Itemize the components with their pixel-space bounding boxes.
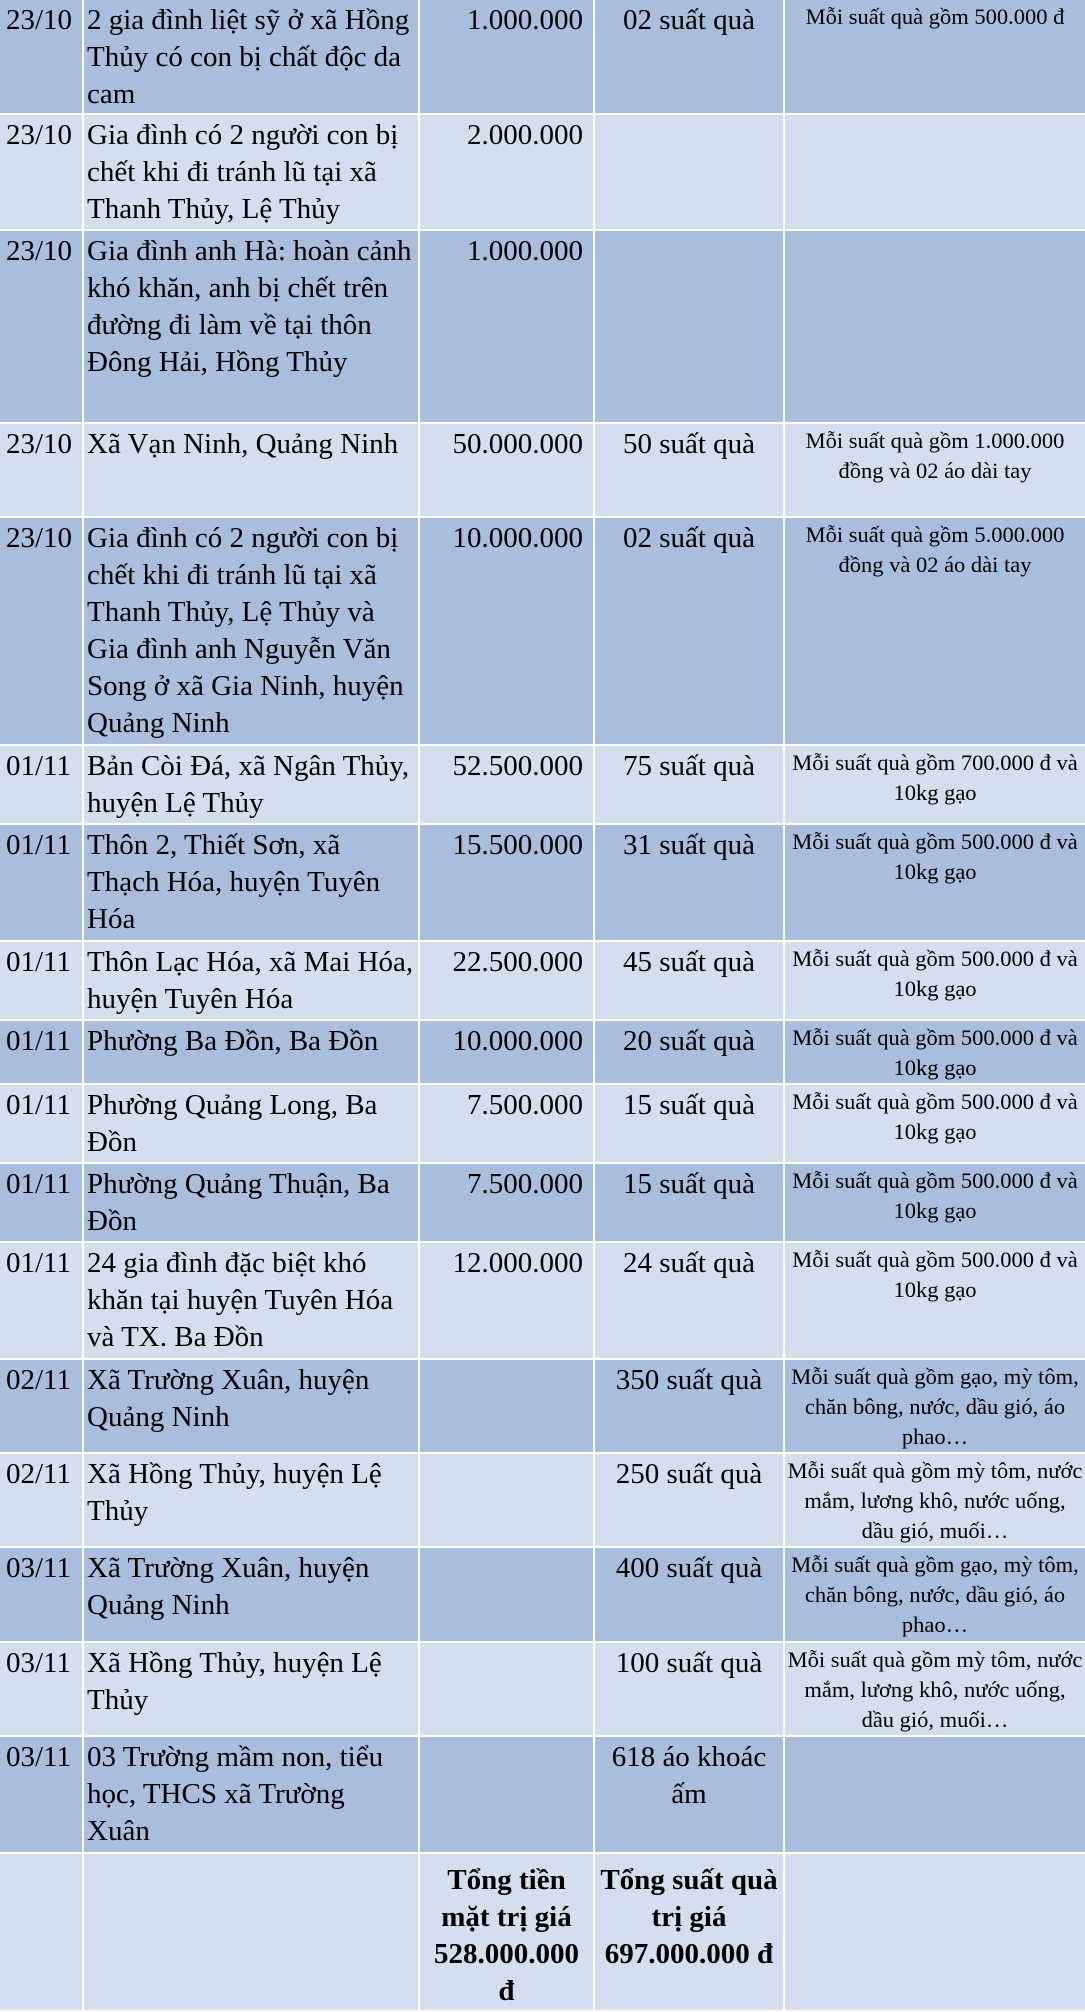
date-cell: 01/11 [0,941,83,1020]
recipient-cell: Thôn 2, Thiết Sơn, xã Thạch Hóa, huyện Tuyên Hóa [83,824,419,941]
gift-count-cell: 350 suất quà [594,1359,784,1453]
gift-description-cell: Mỗi suất quà gồm 500.000 đ [784,0,1085,114]
recipient-cell: Gia đình có 2 người con bị chết khi đi tránh lũ tại xã Thanh Thủy, Lệ Thủy [83,114,419,230]
table-row [0,745,1085,824]
date-cell: 02/11 [0,1453,83,1547]
gift-count-cell: 15 suất quà [594,1084,784,1163]
gift-count-cell: 02 suất quà [594,0,784,114]
gift-count-cell: 31 suất quà [594,824,784,941]
table-row [0,230,1085,423]
table-row [0,517,1085,745]
cash-amount-cell [419,1547,594,1642]
recipient-cell: Xã Trường Xuân, huyện Quảng Ninh [83,1547,419,1642]
recipient-cell: Xã Hồng Thủy, huyện Lệ Thủy [83,1642,419,1736]
gift-count-cell: 24 suất quà [594,1242,784,1359]
table-row [0,1736,1085,1853]
date-cell: 03/11 [0,1736,83,1853]
gift-count-cell: 02 suất quà [594,517,784,745]
gift-description-cell: Mỗi suất quà gồm 500.000 đ và 10kg gạo [784,1084,1085,1163]
gift-count-cell: 100 suất quà [594,1642,784,1736]
gift-count-cell: 400 suất quà [594,1547,784,1642]
recipient-cell: 24 gia đình đặc biệt khó khăn tại huyện Tuyên Hóa và TX. Ba Đồn [83,1242,419,1359]
table-row [0,1084,1085,1163]
cash-amount-cell: 12.000.000 [419,1242,594,1359]
gift-count-cell: 15 suất quà [594,1163,784,1242]
cash-amount-cell [419,1642,594,1736]
table-row [0,114,1085,230]
cash-amount-cell: 7.500.000 [419,1084,594,1163]
gift-description-cell [784,230,1085,423]
empty-recipient-cell [83,1853,419,2011]
table-row [0,1453,1085,1547]
cash-amount-cell: 10.000.000 [419,1020,594,1084]
gift-count-cell [594,230,784,423]
gift-description-cell: Mỗi suất quà gồm gạo, mỳ tôm, chăn bông, nước, dầu gió, áo phao… [784,1359,1085,1453]
recipient-cell: Xã Vạn Ninh, Quảng Ninh [83,423,419,517]
recipient-cell: Gia đình anh Hà: hoàn cảnh khó khăn, anh bị chết trên đường đi làm về tại thôn Đông Hải, Hồng Thủy [83,230,419,423]
table-row [0,1547,1085,1642]
table-row [0,1642,1085,1736]
recipient-cell: 2 gia đình liệt sỹ ở xã Hồng Thủy có con bị chất độc da cam [83,0,419,114]
gift-description-cell: Mỗi suất quà gồm 700.000 đ và 10kg gạo [784,745,1085,824]
cash-amount-cell [419,1736,594,1853]
date-cell: 23/10 [0,0,83,114]
date-cell: 23/10 [0,230,83,423]
gift-description-cell: Mỗi suất quà gồm gạo, mỳ tôm, chăn bông, nước, dầu gió, áo phao… [784,1547,1085,1642]
cash-amount-cell: 10.000.000 [419,517,594,745]
table-row [0,1020,1085,1084]
recipient-cell: Xã Trường Xuân, huyện Quảng Ninh [83,1359,419,1453]
gift-description-cell: Mỗi suất quà gồm mỳ tôm, nước mắm, lương khô, nước uống, dầu gió, muối… [784,1642,1085,1736]
gift-count-cell: 45 suất quà [594,941,784,1020]
table-row [0,423,1085,517]
gift-count-cell: 618 áo khoác ấm [594,1736,784,1853]
gift-description-cell: Mỗi suất quà gồm 500.000 đ và 10kg gạo [784,1020,1085,1084]
gift-description-cell [784,114,1085,230]
recipient-cell: Bản Còi Đá, xã Ngân Thủy, huyện Lệ Thủy [83,745,419,824]
cash-amount-cell: 2.000.000 [419,114,594,230]
recipient-cell: Gia đình có 2 người con bị chết khi đi tránh lũ tại xã Thanh Thủy, Lệ Thủy và Gia đình anh Nguyễn Văn Song ở xã Gia Ninh, huyện Quảng Ninh [83,517,419,745]
date-cell: 01/11 [0,1084,83,1163]
gift-count-cell: 250 suất quà [594,1453,784,1547]
recipient-cell: Thôn Lạc Hóa, xã Mai Hóa, huyện Tuyên Hóa [83,941,419,1020]
table-row [0,1242,1085,1359]
table-row [0,1359,1085,1453]
cash-amount-cell: 50.000.000 [419,423,594,517]
gift-count-cell: 50 suất quà [594,423,784,517]
total-gift-value-cell: Tổng suất quà trị giá 697.000.000 đ [594,1853,784,2011]
date-cell: 23/10 [0,114,83,230]
date-cell: 03/11 [0,1547,83,1642]
gift-description-cell: Mỗi suất quà gồm 1.000.000 đồng và 02 áo dài tay [784,423,1085,517]
gift-description-cell: Mỗi suất quà gồm 500.000 đ và 10kg gạo [784,1242,1085,1359]
table-row [0,0,1085,114]
date-cell: 01/11 [0,824,83,941]
date-cell: 01/11 [0,1020,83,1084]
date-cell: 23/10 [0,423,83,517]
cash-amount-cell: 15.500.000 [419,824,594,941]
gift-count-cell: 20 suất quà [594,1020,784,1084]
total-cash-cell: Tổng tiền mặt trị giá 528.000.000 đ [419,1853,594,2011]
gift-description-cell: Mỗi suất quà gồm 500.000 đ và 10kg gạo [784,941,1085,1020]
gift-description-cell [784,1736,1085,1853]
date-cell: 01/11 [0,1163,83,1242]
date-cell: 01/11 [0,745,83,824]
recipient-cell: 03 Trường mầm non, tiểu học, THCS xã Trường Xuân [83,1736,419,1853]
gift-description-cell: Mỗi suất quà gồm 5.000.000 đồng và 02 áo dài tay [784,517,1085,745]
gift-description-cell: Mỗi suất quà gồm 500.000 đ và 10kg gạo [784,1163,1085,1242]
cash-amount-cell: 7.500.000 [419,1163,594,1242]
recipient-cell: Phường Quảng Thuận, Ba Đồn [83,1163,419,1242]
gift-count-cell [594,114,784,230]
table-row [0,1163,1085,1242]
recipient-cell: Phường Quảng Long, Ba Đồn [83,1084,419,1163]
recipient-cell: Xã Hồng Thủy, huyện Lệ Thủy [83,1453,419,1547]
date-cell: 23/10 [0,517,83,745]
date-cell: 02/11 [0,1359,83,1453]
date-cell: 03/11 [0,1642,83,1736]
cash-amount-cell: 1.000.000 [419,230,594,423]
date-cell: 01/11 [0,1242,83,1359]
cash-amount-cell: 52.500.000 [419,745,594,824]
gift-description-cell: Mỗi suất quà gồm 500.000 đ và 10kg gạo [784,824,1085,941]
gift-count-cell: 75 suất quà [594,745,784,824]
cash-amount-cell: 22.500.000 [419,941,594,1020]
table-row [0,941,1085,1020]
cash-amount-cell: 1.000.000 [419,0,594,114]
cash-amount-cell [419,1359,594,1453]
table-row [0,824,1085,941]
empty-note-cell [784,1853,1085,2011]
totals-row [0,1853,1085,2011]
empty-date-cell [0,1853,83,2011]
gift-description-cell: Mỗi suất quà gồm mỳ tôm, nước mắm, lương khô, nước uống, dầu gió, muối… [784,1453,1085,1547]
cash-amount-cell [419,1453,594,1547]
recipient-cell: Phường Ba Đồn, Ba Đồn [83,1020,419,1084]
